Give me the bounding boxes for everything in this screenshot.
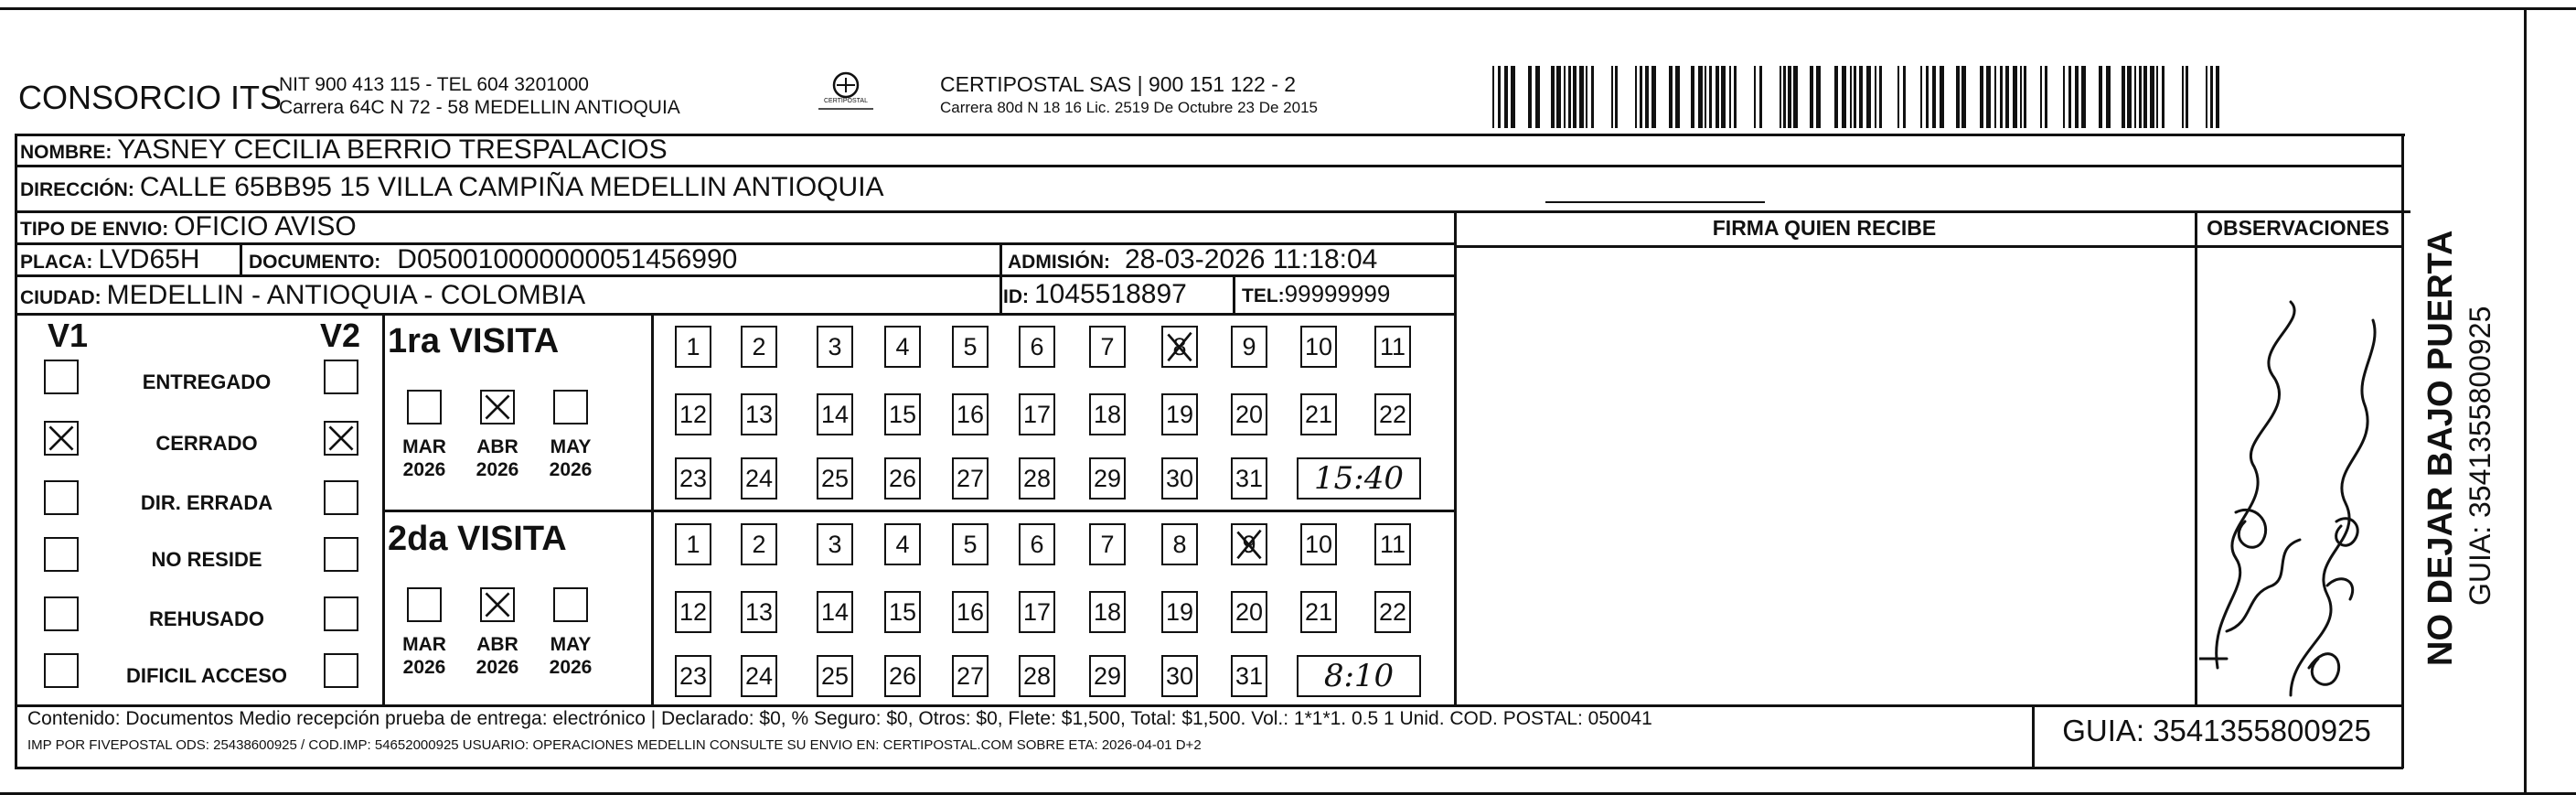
company-address: Carrera 64C N 72 - 58 MEDELLIN ANTIOQUIA [279, 97, 680, 118]
status-label: CERRADO [155, 432, 258, 455]
months-days-divider [651, 313, 654, 704]
ciudad-value: MEDELLIN - ANTIOQUIA - COLOMBIA [106, 280, 586, 310]
day-cell[interactable]: 27 [952, 457, 989, 500]
day-cell[interactable]: 6 [1019, 326, 1055, 368]
row-line-5 [15, 313, 1456, 316]
company-name: CONSORCIO ITS [18, 79, 283, 116]
day-cell[interactable]: 3 [817, 326, 853, 368]
day-cell[interactable]: 9 [1231, 326, 1267, 368]
admision-row [1008, 244, 1377, 275]
day-cell[interactable]: 11 [1374, 523, 1411, 565]
nombre-value: YASNEY CECILIA BERRIO TRESPALACIOS [117, 134, 668, 165]
month-label: ABR 2026 [476, 436, 519, 480]
day-cell[interactable]: 15 [884, 591, 921, 633]
stray-mark [1545, 201, 1765, 203]
v1-checkbox[interactable] [44, 360, 79, 394]
v2-checkbox[interactable] [324, 537, 358, 572]
table-left-line [15, 134, 17, 768]
day-cell[interactable]: 24 [741, 457, 777, 500]
day-cell[interactable]: 25 [817, 655, 853, 697]
barcode [1492, 66, 2224, 128]
placa-divider [240, 242, 242, 274]
id-row [1003, 279, 1187, 310]
top-border [0, 7, 2576, 10]
v2-checkbox[interactable] [324, 480, 358, 515]
day-cell[interactable]: 4 [884, 523, 921, 565]
day-cell[interactable]: 17 [1019, 393, 1055, 435]
visits-middle-line [382, 510, 1456, 512]
bottom-border [0, 792, 2576, 795]
visit-time: 8:10 [1297, 655, 1421, 697]
tel-divider [1233, 274, 1235, 313]
tipo-envio-value: OFICIO AVISO [174, 211, 357, 242]
company-info [279, 73, 680, 119]
day-cell[interactable]: 31 [1231, 655, 1267, 697]
day-cell[interactable]: 7 [1089, 326, 1126, 368]
right-border [2524, 7, 2527, 792]
day-cell[interactable]: 30 [1161, 457, 1198, 500]
month-label: MAR 2026 [402, 634, 446, 678]
month-label: MAY 2026 [549, 634, 593, 678]
day-cell[interactable]: 5 [952, 523, 989, 565]
day-cell[interactable]: 27 [952, 655, 989, 697]
placa-label: PLACA: [20, 252, 93, 273]
day-cell[interactable]: 28 [1019, 655, 1055, 697]
day-cell[interactable]: 8 [1161, 523, 1198, 565]
v1-label: V1 [48, 317, 89, 354]
day-cell[interactable]: 26 [884, 655, 921, 697]
tel-value: 99999999 [1284, 280, 1391, 307]
footer-print-info: IMP POR FIVEPOSTAL ODS: 25438600925 / COD.IMP: 54652000925 USUARIO: OPERACIONES MEDELLIN CONSULTE SU ENVIO EN: CERTIPOSTAL.COM SOBRE ETA: 2026-04-01 D+2 [27, 737, 1202, 753]
status-label: DIR. ERRADA [140, 491, 273, 514]
visit-time: 15:40 [1297, 457, 1421, 500]
handwritten-signature [2199, 284, 2400, 704]
day-cell[interactable]: 13 [741, 393, 777, 435]
day-cell[interactable]: 22 [1374, 591, 1411, 633]
status-label: REHUSADO [149, 607, 264, 630]
sign-area-left-line [1454, 210, 1457, 704]
day-cell[interactable]: 12 [675, 393, 711, 435]
day-cell[interactable]: 11 [1374, 326, 1411, 368]
tipo-envio-label: TIPO DE ENVIO: [20, 219, 169, 240]
observaciones-label: OBSERVACIONES [2207, 216, 2389, 240]
obs-left-line [2195, 210, 2197, 704]
day-cell[interactable]: 2 [741, 326, 777, 368]
courier-info [940, 73, 1318, 119]
month-checkbox[interactable] [553, 390, 588, 424]
company-nit: NIT 900 413 115 - TEL 604 3201000 [279, 74, 589, 95]
visits-left-line [382, 313, 385, 704]
month-checkbox[interactable] [553, 587, 588, 622]
status-label: DIFICIL ACCESO [125, 664, 287, 687]
direccion-row [20, 172, 884, 203]
month-checkbox[interactable] [480, 587, 515, 622]
v2-checkbox[interactable] [324, 360, 358, 394]
row-line-2 [15, 210, 2410, 213]
certipostal-logo [814, 69, 878, 114]
tel-row [1242, 280, 1390, 308]
day-cell[interactable]: 3 [817, 523, 853, 565]
day-cell[interactable]: 9 [1231, 523, 1267, 565]
footer-content: Contenido: Documentos Medio recepción prueba de entrega: electrónico | Declarado: $0, % Seguro: $0, Otros: $0, Flete: $1,500, Total: $1,500. Vol.: 1*1*1. 0.5 1 Unid. COD. POSTAL: 050041 [27, 708, 1652, 729]
day-cell[interactable]: 29 [1089, 457, 1126, 500]
tipo-envio-row [20, 211, 357, 242]
day-cell[interactable]: 26 [884, 457, 921, 500]
day-cell[interactable]: 15 [884, 393, 921, 435]
day-cell[interactable]: 21 [1300, 393, 1337, 435]
day-cell[interactable]: 1 [675, 523, 711, 565]
day-cell[interactable]: 30 [1161, 655, 1198, 697]
day-cell[interactable]: 22 [1374, 393, 1411, 435]
status-label: NO RESIDE [151, 548, 262, 571]
guia-vertical: GUIA: 3541355800925 [2464, 306, 2496, 606]
documento-value: D050010000000051456990 [397, 244, 738, 274]
day-cell[interactable]: 5 [952, 326, 989, 368]
documento-label: DOCUMENTO: [249, 252, 381, 273]
visit-title: 1ra VISITA [388, 322, 560, 360]
day-cell[interactable]: 25 [817, 457, 853, 500]
admision-value: 28-03-2026 11:18:04 [1125, 244, 1378, 274]
day-cell[interactable]: 12 [675, 591, 711, 633]
day-cell[interactable]: 18 [1089, 591, 1126, 633]
day-cell[interactable]: 10 [1300, 523, 1337, 565]
day-cell[interactable]: 21 [1300, 591, 1337, 633]
nombre-row [20, 134, 668, 166]
v1-checkbox[interactable] [44, 596, 79, 631]
day-cell[interactable]: 19 [1161, 591, 1198, 633]
visit-title: 2da VISITA [388, 520, 567, 558]
day-cell[interactable]: 16 [952, 393, 989, 435]
table-right-line [2401, 134, 2404, 768]
day-cell[interactable]: 18 [1089, 393, 1126, 435]
v2-checkbox[interactable] [324, 653, 358, 688]
nombre-label: NOMBRE: [20, 142, 112, 163]
placa-row [20, 244, 200, 275]
v1-checkbox[interactable] [44, 480, 79, 515]
day-cell[interactable]: 2 [741, 523, 777, 565]
day-cell[interactable]: 1 [675, 326, 711, 368]
day-cell[interactable]: 16 [952, 591, 989, 633]
day-cell[interactable]: 14 [817, 591, 853, 633]
courier-name: CERTIPOSTAL SAS | 900 151 122 - 2 [940, 72, 1297, 96]
day-cell[interactable]: 7 [1089, 523, 1126, 565]
admision-label: ADMISIÓN: [1008, 252, 1110, 273]
day-cell[interactable]: 19 [1161, 393, 1198, 435]
month-label: MAR 2026 [402, 436, 446, 480]
admision-divider [999, 242, 1002, 313]
v2-checkbox[interactable] [324, 421, 358, 456]
id-label: ID: [1003, 286, 1029, 307]
month-checkbox[interactable] [407, 390, 442, 424]
month-label: MAY 2026 [549, 436, 593, 480]
day-cell[interactable]: 6 [1019, 523, 1055, 565]
v1-checkbox[interactable] [44, 653, 79, 688]
day-cell[interactable]: 4 [884, 326, 921, 368]
placa-value: LVD65H [98, 244, 200, 274]
day-cell[interactable]: 31 [1231, 457, 1267, 500]
v2-checkbox[interactable] [324, 596, 358, 631]
footer-guia: GUIA: 3541355800925 [2062, 714, 2371, 747]
footer-top-line [15, 704, 2403, 707]
v2-label: V2 [320, 317, 361, 354]
day-cell[interactable]: 10 [1300, 326, 1337, 368]
day-cell[interactable]: 29 [1089, 655, 1126, 697]
status-label: ENTREGADO [142, 371, 272, 393]
documento-row [249, 244, 737, 275]
day-cell[interactable]: 17 [1019, 591, 1055, 633]
no-dejar-vertical: NO DEJAR BAJO PUERTA [2421, 230, 2460, 666]
courier-address: Carrera 80d N 18 16 Lic. 2519 De Octubre 23 De 2015 [940, 99, 1318, 116]
month-label: ABR 2026 [476, 634, 519, 678]
direccion-value: CALLE 65BB95 15 VILLA CAMPIÑA MEDELLIN ANTIOQUIA [139, 172, 884, 202]
logo-text: CERTIPOSTAL [824, 98, 868, 104]
day-cell[interactable]: 13 [741, 591, 777, 633]
id-value: 1045518897 [1034, 279, 1187, 309]
footer-bottom-line [15, 767, 2403, 769]
day-cell[interactable]: 20 [1231, 393, 1267, 435]
day-cell[interactable]: 28 [1019, 457, 1055, 500]
direccion-label: DIRECCIÓN: [20, 179, 134, 200]
month-checkbox[interactable] [480, 390, 515, 424]
tel-label: TEL: [1242, 285, 1285, 306]
day-cell[interactable]: 23 [675, 655, 711, 697]
day-cell[interactable]: 20 [1231, 591, 1267, 633]
month-checkbox[interactable] [407, 587, 442, 622]
ciudad-label: CIUDAD: [20, 287, 102, 308]
day-cell[interactable]: 14 [817, 393, 853, 435]
day-cell[interactable]: 23 [675, 457, 711, 500]
firma-label: FIRMA QUIEN RECIBE [1712, 216, 1937, 240]
v1-checkbox[interactable] [44, 421, 79, 456]
sign-header-line [1454, 245, 2401, 248]
day-cell[interactable]: 8 [1161, 326, 1198, 368]
v1-checkbox[interactable] [44, 537, 79, 572]
day-cell[interactable]: 24 [741, 655, 777, 697]
ciudad-row [20, 280, 585, 311]
